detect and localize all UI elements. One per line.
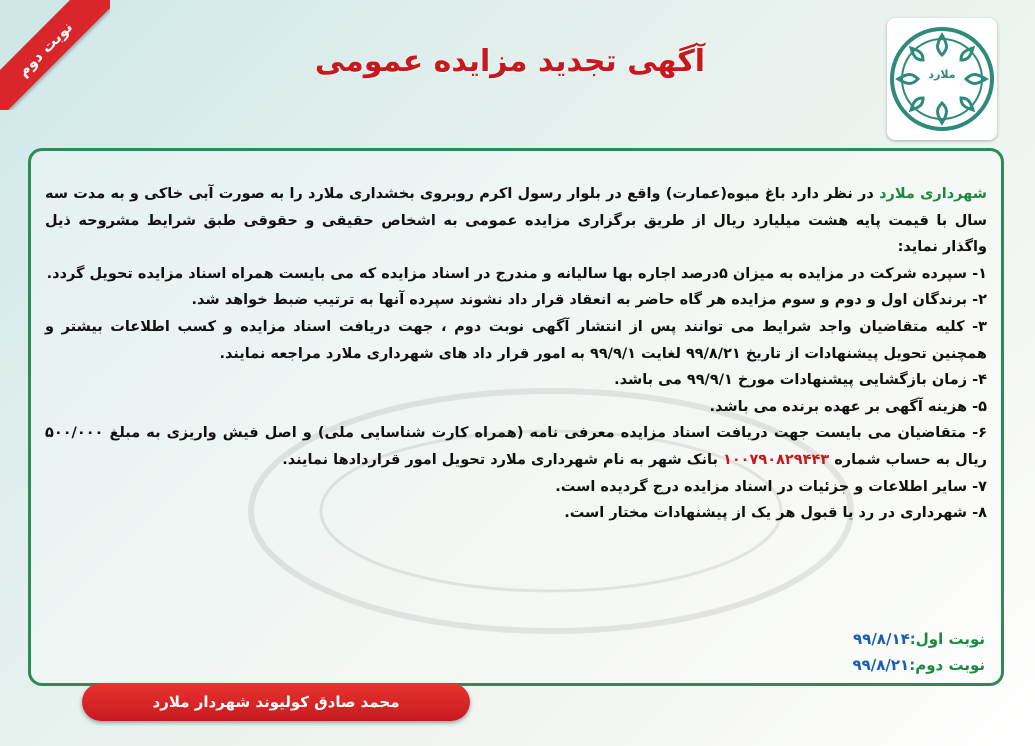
first-publication-date: ۹۹/۸/۱۴ [853, 630, 910, 648]
item6-text-after: بانک شهر به نام شهرداری ملارد تحویل امور قراردادها نمایند. [282, 451, 723, 468]
condition-item-4: ۴- زمان بازگشایی پیشنهادات مورخ ۹۹/۹/۱ می باشد. [614, 372, 987, 389]
second-publication [852, 652, 985, 678]
notice-body [45, 181, 987, 527]
condition-item-5: ۵- هزینه آگهی بر عهده برنده می باشد. [709, 398, 987, 415]
condition-item-3: ۳- کلیه متقاضیان واجد شرایط می توانند پس از انتشار آگهی نوبت دوم ، جهت دریافت اسناد مزایده و کسب اطلاعات بیشتر و همچنین تحویل پیشنهادات از تاریخ ۹۹/۸/۲۱ لغایت ۹۹/۹/۱ به امور قرار داد های شهرداری ملارد مراجعه نمایند. [45, 318, 987, 362]
intro-paragraph [45, 181, 987, 261]
signature-bar: محمد صادق کولیوند شهردار ملارد [82, 683, 470, 721]
intro-text: در نظر دارد باغ میوه(عمارت) واقع در بلوار رسول اکرم روبروی بخشداری ملارد را به صورت آبی خاکی و به مدت سه سال با قیمت پایه هشت میلیارد ریال از طریق برگزاری مزایده عمومی به اشخاص حقیقی و حقوقی طبق شرایط مشروحه ذیل واگذار نماید: [45, 186, 987, 256]
second-publication-label: نوبت دوم: [909, 656, 985, 674]
account-number: ۱۰۰۷۹۰۸۲۹۴۴۳ [722, 451, 830, 468]
publication-dates [852, 626, 985, 678]
logo-text: ملارد [928, 68, 956, 81]
condition-item-7: ۷- سایر اطلاعات و جزئیات در اسناد مزایده درج گردیده است. [555, 478, 987, 495]
condition-item-2: ۲- برندگان اول و دوم و سوم مزایده هر گاه حاضر به انعقاد قرار داد نشوند سپرده آنها به ترتیب ضبط خواهد شد. [191, 292, 987, 309]
corner-ribbon [0, 0, 110, 110]
first-publication [852, 626, 985, 652]
second-publication-date: ۹۹/۸/۲۱ [852, 656, 910, 674]
condition-item-1: ۱- سپرده شرکت در مزایده به میزان ۵درصد اجاره بها سالیانه و مندرج در اسناد مزایده که می بایست همراه اسناد مزایده تحویل گردد. [46, 265, 987, 282]
condition-item-8: ۸- شهرداری در رد یا قبول هر یک از پیشنهادات مختار است. [564, 505, 987, 522]
first-publication-label: نوبت اول: [909, 630, 985, 648]
municipality-name: شهرداری ملارد [879, 186, 987, 202]
notice-content-box [28, 148, 1004, 686]
item6-text-before: ۶- متقاضیان می بایست جهت دریافت اسناد مزایده معرفی نامه (همراه کارت شناسایی ملی) و اصل فیش واریزی به مبلغ ۵۰۰/۰۰۰ ریال به حساب شماره [45, 425, 987, 468]
condition-item-6 [45, 420, 987, 473]
municipality-logo [887, 18, 997, 140]
page-title: آگهی تجدید مزایده عمومی [314, 44, 706, 79]
ribbon-label: نوبت دوم [0, 0, 110, 110]
